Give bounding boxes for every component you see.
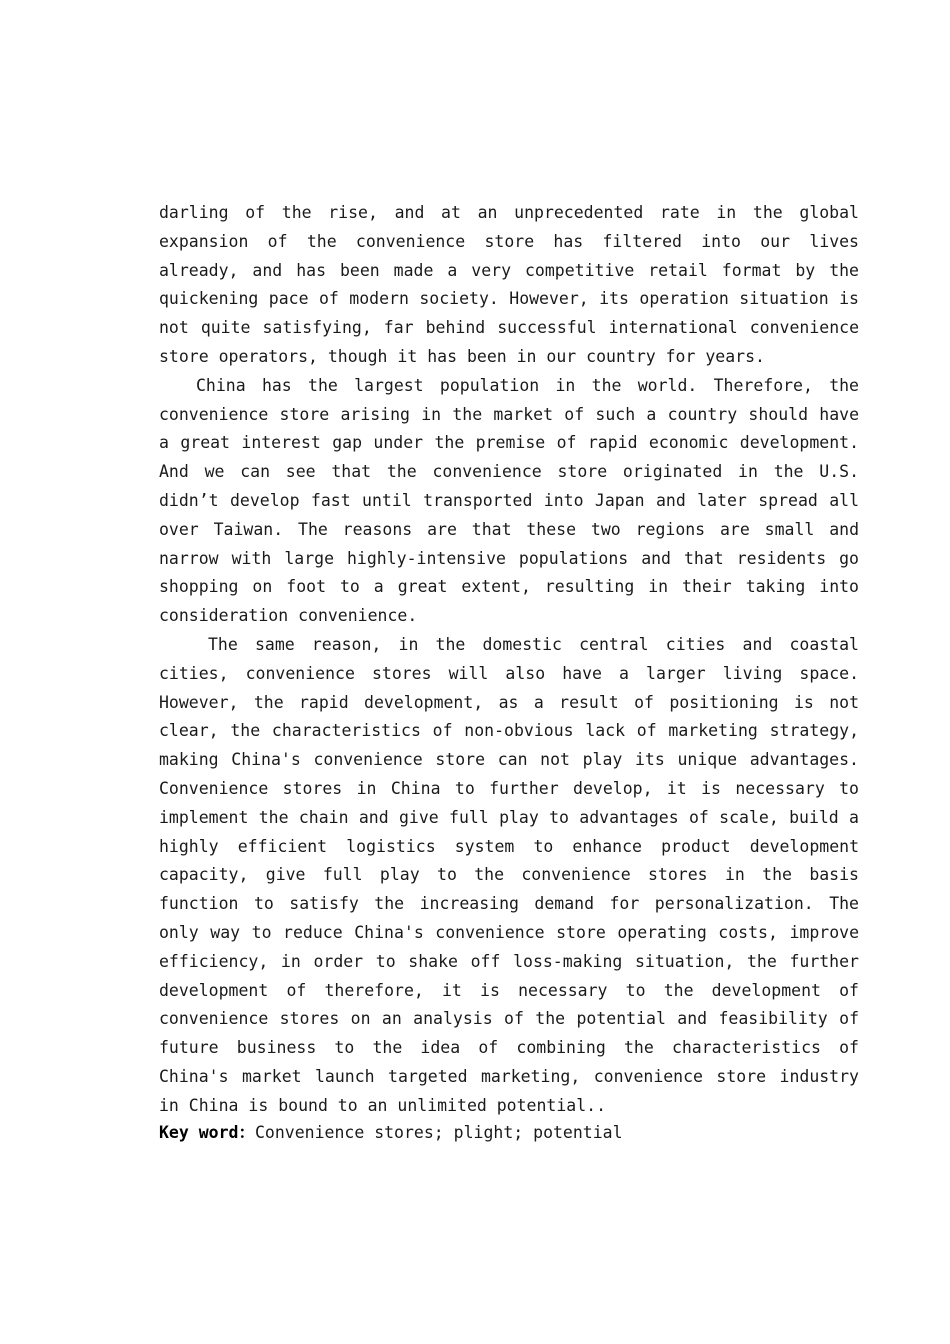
abstract-body	[159, 199, 859, 1121]
keywords-value: Convenience stores; plight; potential	[254, 1123, 623, 1142]
keywords-label: Key word：	[159, 1123, 255, 1142]
keywords-line	[159, 1119, 859, 1148]
paragraph-population: China has the largest population in the world. Therefore, the convenience store arising in the market of such a country should have a great interest gap under the premise of rapid economic development. And we can see that the convenience store originated in the U.S. didn’t develop fast until transported into Japan and later spread all over Taiwan. The reasons are that these two regions are small and narrow with large highly-intensive populations and that residents go shopping on foot to a great extent, resulting in their taking into consideration convenience.	[159, 375, 859, 626]
paragraph-development: The same reason, in the domestic central cities and coastal cities, convenience stores will also have a larger living space. However, the rapid development, as a result of positioning is not clear, the characteristics of non-obvious lack of marketing strategy, making China's convenience store can not play its unique advantages. Convenience stores in China to further develop, it is necessary to implement the chain and give full play to advantages of scale, build a highly efficient logistics system to enhance product development capacity, give full play to the convenience stores in the basis function to satisfy the increasing demand for personalization. The only way to reduce China's convenience store operating costs, improve efficiency, in order to shake off loss-making situation, the further development of therefore, it is necessary to the development of convenience stores on an analysis of the potential and feasibility of future business to the idea of combining the characteristics of China's market launch targeted marketing, convenience store industry in China is bound to an unlimited potential..	[159, 634, 859, 1115]
paragraph-continued: darling of the rise, and at an unprecedented rate in the global expansion of the convenience store has filtered into our lives already, and has been made a very competitive retail format by the quickening pace of modern society. However, its operation situation is not quite satisfying, far behind successful international convenience store operators, though it has been in our country for years.	[159, 203, 859, 366]
